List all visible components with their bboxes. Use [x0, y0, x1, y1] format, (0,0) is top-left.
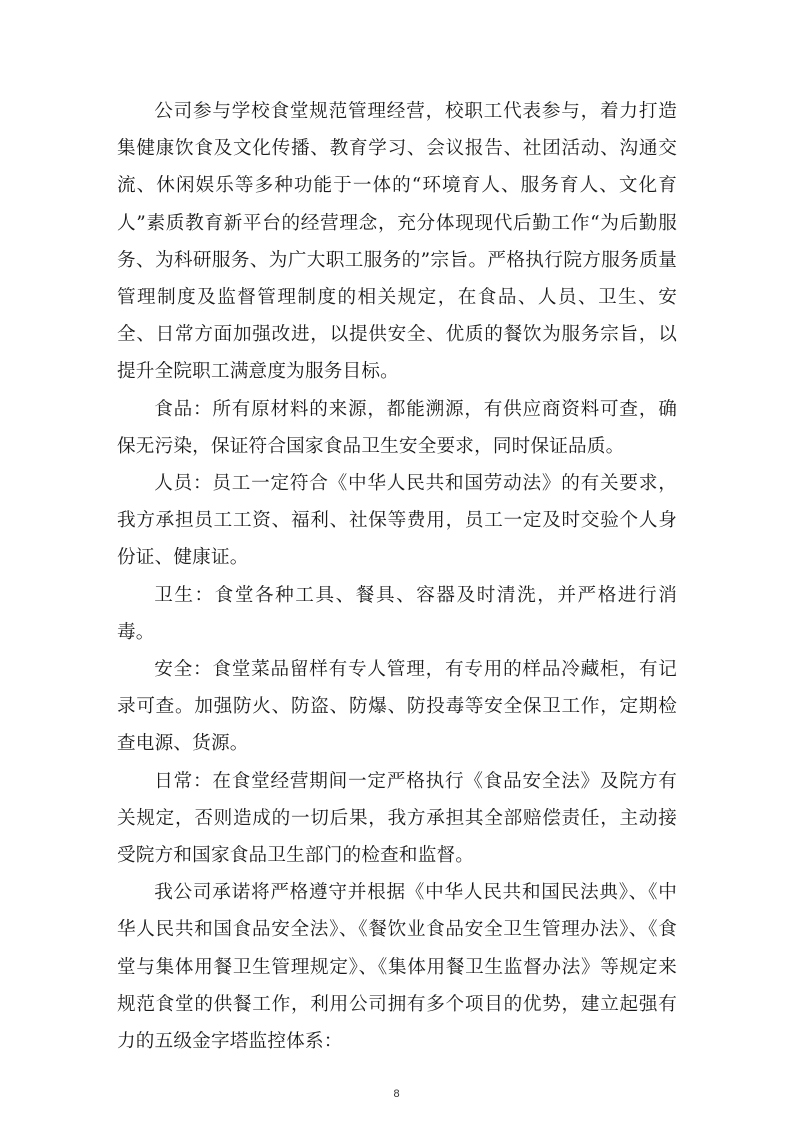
paragraph-staff: 人员：员工一定符合《中华人民共和国劳动法》的有关要求，我方承担员工工资、福利、社保等费用，员工一定及时交验个人身份证、健康证。 [117, 473, 677, 569]
paragraph-safety: 安全：食堂菜品留样有专人管理，有专用的样品冷藏柜，有记录可查。加强防火、防盗、防爆、防投毒等安全保卫工作，定期检查电源、货源。 [117, 659, 677, 755]
paragraph-food: 食品：所有原材料的来源，都能溯源，有供应商资料可查，确保无污染，保证符合国家食品卫生安全要求，同时保证品质。 [117, 398, 677, 457]
document-page-body [117, 93, 677, 1060]
paragraph-daily: 日常：在食堂经营期间一定严格执行《食品安全法》及院方有关规定，否则造成的一切后果，我方承担其全部赔偿责任，主动接受院方和国家食品卫生部门的检查和监督。 [117, 770, 677, 867]
paragraph-commitment: 我公司承诺将严格遵守并根据《中华人民共和国民法典》、《中华人民共和国食品安全法》、《餐饮业食品安全卫生管理办法》、《食堂与集体用餐卫生管理规定》、《集体用餐卫生监督办法》等规定来规范食堂的供餐工作，利用公司拥有多个项目的优势，建立起强有力的五级金字塔监控体系： [117, 882, 677, 1053]
paragraph-hygiene: 卫生：食堂各种工具、餐具、容器及时清洗，并严格进行消毒。 [117, 584, 677, 643]
page-number: 8 [393, 1088, 400, 1100]
paragraph-intro: 公司参与学校食堂规范管理经营，校职工代表参与，着力打造集健康饮食及文化传播、教育学习、会议报告、社团活动、沟通交流、休闲娱乐等多种功能于一体的“环境育人、服务育人、文化育人”素质教育新平台的经营理念，充分体现现代后勤工作“为后勤服务、为科研服务、为广大职工服务的”宗旨。严格执行院方服务质量管理制度及监督管理制度的相关规定，在食品、人员、卫生、安全、日常方面加强改进，以提供安全、优质的餐饮为服务宗旨，以提升全院职工满意度为服务目标。 [117, 101, 677, 383]
